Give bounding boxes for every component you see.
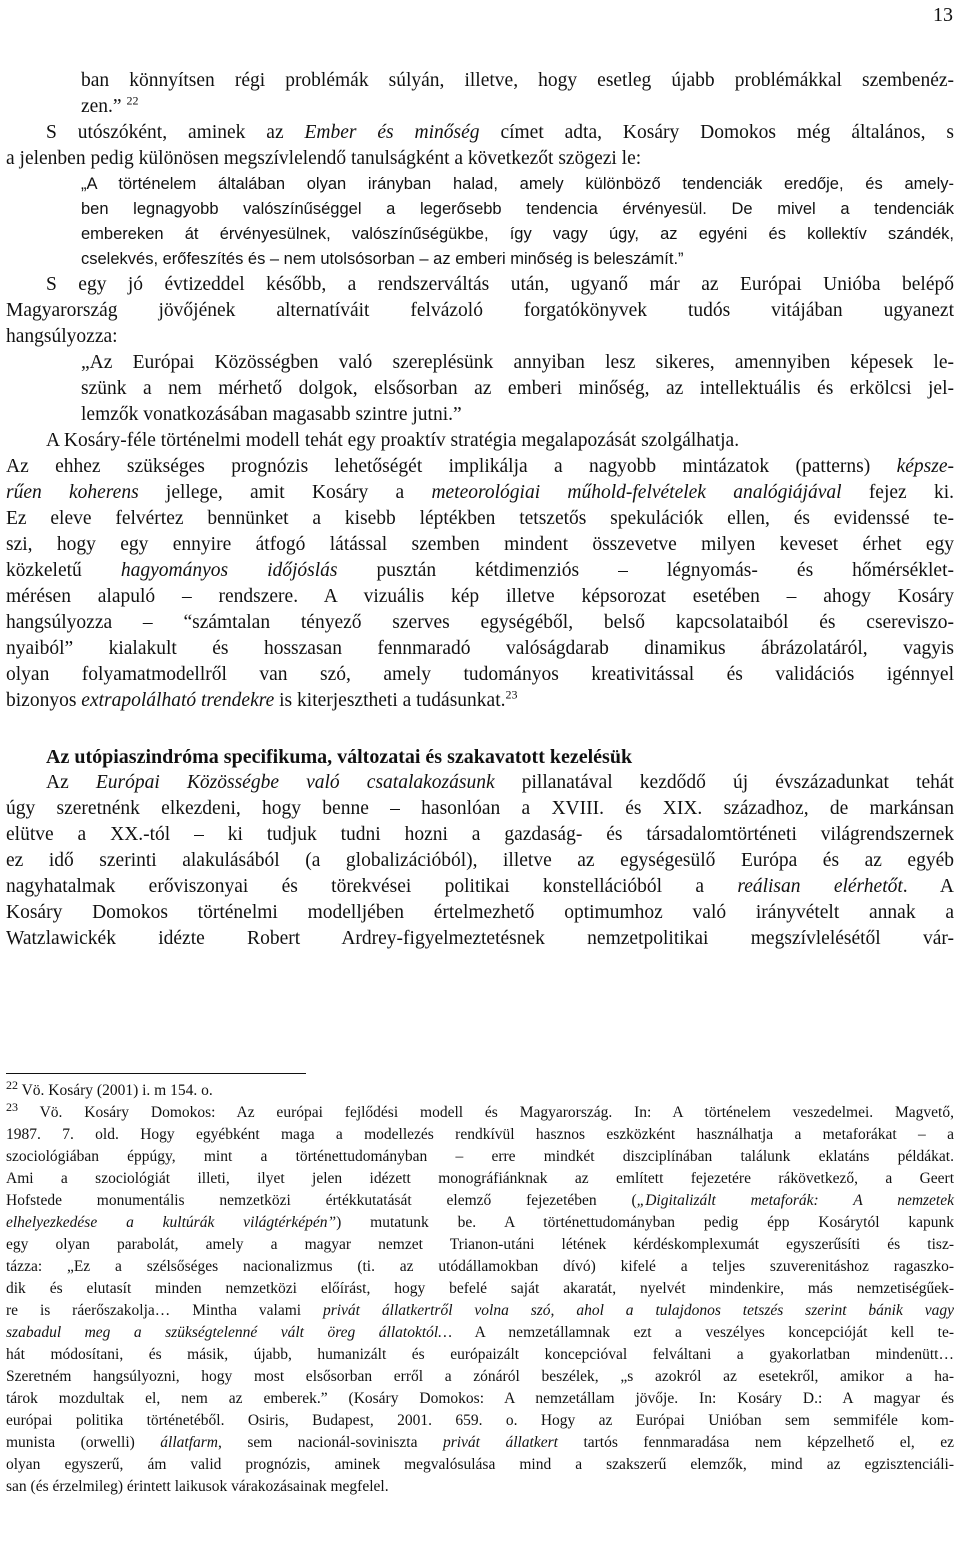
text-line: Ez eleve felvértez bennünket a kisebb léptékben tetszetős spekulációk ellen, és evidenssé te- <box>6 508 954 529</box>
quote-line: cselekvés, erőfeszítés és – nem utolsósorban – az emberi minőség is beleszámít.” <box>81 250 684 268</box>
footnote-line: Ami a szociológiát illeti, ilyet jelen idézett monográfiánknak az említett fejezetére rákövetkező, a Geert <box>6 1170 954 1187</box>
footnote-text: Vö. Kosáry (2001) i. m 154. o. <box>18 1082 213 1099</box>
text-fragment: tartós fennmaradása nem képzelhető el, ez <box>557 1434 955 1451</box>
footnote-ref-23[interactable]: 23 <box>505 687 518 702</box>
text-fragment-italic: „Digitalizált metaforák: A nemzetek <box>636 1192 954 1209</box>
text-fragment-italic: Európai Közösségbe való csatalakozásunk <box>95 772 495 793</box>
page-number: 13 <box>933 4 953 26</box>
text-fragment: zen.” <box>81 96 122 117</box>
text-fragment: De mivel a tendenciák <box>706 200 954 218</box>
text-fragment: ) mutatunk be. A történettudományban pedig épp Kosárytól kapunk <box>336 1214 954 1231</box>
text-line: szi, hogy egy ennyire átfogó látással szemben mindent összevetve milyen keveset érhet egy <box>6 534 954 555</box>
quote-line: „A történelem általában olyan irányban halad, amely különböző tendenciák eredője, és amely- <box>81 175 954 193</box>
footnote-line: európai politika történetéből. Osiris, Budapest, 2001. 659. o. Hogy az Európai Unióban sem semmiféle kom- <box>6 1412 954 1429</box>
text-fragment-italic: privát állatkertről volna szó, ahol a tulajdonos tetszés szerint bánik vagy <box>322 1302 955 1319</box>
text-line: ez idő szerinti alakulásából (a globalizációból), illetve az egységesülő Európa és az egyéb <box>6 850 954 871</box>
quote-line: embereken át érvényesülnek, valószínűségükbe, így vagy úgy, az egyéni és kollektív szándék, <box>81 225 954 243</box>
text-fragment: munista (orwelli) <box>6 1434 161 1451</box>
footnote-line: hát módosítani, és másik, újabb, humanizált és európaizált koncepcióval felváltani a gyakorlatban mindenütt… <box>6 1346 954 1363</box>
footnotes <box>6 1077 955 1498</box>
text-line: olyan folyamatmodellről van szó, amely tudományos kreativitással és validációs igénnyel <box>6 664 954 685</box>
text-line: nyaiból” kialakult és hosszasan fennmaradó valóságdarab dinamikus ábrázolatáról, vagyis <box>6 638 954 659</box>
footnote-line: san (és érzelmileg) érintett laikusok várakozásainak megfelel. <box>6 1478 389 1495</box>
text-fragment: nagyhatalmak erőviszonyai és törekvései politikai konstellációból a <box>6 876 738 897</box>
text-line: hangsúlyozza – “számtalan tényező szerves egységéből, belső kapcsolataiból és csereviszo- <box>6 612 954 633</box>
text-line: hangsúlyozza: <box>6 326 118 347</box>
footnote-number: 23 <box>6 1099 18 1114</box>
text-line <box>6 480 954 506</box>
footnote-line: egy olyan parabolát, amely a magyar nemzet Trianon-utáni létének kérdéskomplexumát egyszerűsíti és tisz- <box>6 1236 954 1253</box>
text-fragment-italic: privát állatkert <box>442 1434 558 1451</box>
quote-line: lemzők vonatkozásában magasabb szintre jutni.” <box>81 404 462 425</box>
quote-block-1 <box>6 172 954 272</box>
footnote-text: Vö. Kosáry Domokos: Az európai fejlődési modell és Magyarország. In: A történelem veszedelmei. Magvető, <box>18 1104 954 1121</box>
text-line: S egy jó évtizeddel később, a rendszerváltás után, ugyanő már az Európai Unióba belépő <box>46 274 954 295</box>
text-line <box>6 454 954 480</box>
quote-line: szünk a nem mérhető dolgok, elsősorban az emberi minőség, az intellektuális és erkölcsi jel- <box>81 378 954 399</box>
footnote-number: 22 <box>6 1077 18 1092</box>
text-fragment-italic: szabadul meg a szükségtelenné vált öreg állatoktól… <box>6 1324 452 1341</box>
text-line: a jelenben pedig különösen megszívlelendő tanulságként a következőt szögezi le: <box>6 148 642 169</box>
quote-line <box>6 197 954 222</box>
footnote-line <box>6 1300 954 1322</box>
footnote-line: tárok mozdultak el, nem az emberek.” (Kosáry Domokos: A nemzetállam jövője. In: Kosáry D.: A magyar és <box>6 1390 954 1407</box>
footnote-line <box>6 1190 954 1212</box>
footnote-line: 1987. 7. old. Hogy egyébként maga a modellezés rendkívül hasznos eszközként használhatja a metaforákat – a <box>6 1126 954 1143</box>
footnote-line <box>6 1322 954 1344</box>
text-fragment: A nemzetállamnak ezt a veszélyes koncepcióját kell te- <box>451 1324 955 1341</box>
text-fragment-italic: képsze- <box>896 456 954 477</box>
text-fragment-italic: állatfarm <box>160 1434 218 1451</box>
text-line: ban könnyítsen régi problémák súlyán, illetve, hogy esetleg újabb problémákkal szembenéz- <box>81 70 954 91</box>
text-fragment: Az ehhez szükséges prognózis lehetőségét implikálja a nagyobb mintázatok (patterns) <box>6 456 897 477</box>
footnote-separator <box>6 1073 306 1074</box>
text-line: Kosáry Domokos történelmi modelljében értelmezhető optimumhoz való irányvételt annak a <box>6 902 954 923</box>
section-heading: Az utópiaszindróma specifikuma, változatai és szakavatott kezelésük <box>46 746 633 768</box>
main-text <box>6 68 954 952</box>
text-fragment-italic: meteorológiai műhold-felvételek analógiájával <box>431 482 842 503</box>
footnote-ref-22[interactable]: 22 <box>126 93 139 108</box>
text-line: elütve a XX.-tól – ki tudjuk tudni hozni a gazdaság- és társadalomtörténeti világrendszernek <box>6 824 954 845</box>
footnote-line: szociológiában éppúgy, mint a történettudományban – erre mindkét diszciplínában találunk eklatáns példákat. <box>6 1148 954 1165</box>
quote-block-2 <box>6 350 954 428</box>
footnote-line: dik és elutasít minden nemzetközi előírást, hogy befelé saját akaratát, nyelvét mindenkire, más nemzetiségűek- <box>6 1280 954 1297</box>
text-line <box>6 120 954 146</box>
footnote-line: olyan egyszerű, ám valid prognózis, aminek megvalósulása mind a szakszerű elemzők, mind az egzisztenciáli- <box>6 1456 954 1473</box>
text-fragment: S utószóként, aminek az <box>46 122 305 143</box>
text-line: Magyarország jövőjének alternatíváit felvázoló forgatókönyvek tudós vitájában ugyanezt <box>6 300 954 321</box>
quote-line: „Az Európai Közösségben való szereplésünk annyiban lesz sikeres, amennyiben képesek le- <box>81 352 954 373</box>
footnote-line: tázza: „Ez a szélsőséges nacionalizmus (ti. az utódállamokban dívó) kifelé a teljes szuverenitáshoz ragaszko- <box>6 1258 954 1275</box>
text-fragment-italic: elhelyezkedése a kultúrák világtérképén” <box>6 1214 337 1231</box>
text-fragment: közkeletű <box>6 560 121 581</box>
text-fragment: . A <box>902 876 954 897</box>
text-fragment: fejez ki. <box>841 482 954 503</box>
text-line: Watzlawickék idézte Robert Ardrey-figyelmeztetésnek nemzetpolitikai megszívlelésétől vár- <box>6 928 954 949</box>
text-fragment: címet adta, Kosáry Domokos még általános, s <box>479 122 954 143</box>
text-fragment: pusztán kétdimenziós – légnyomás- és hőmérséklet- <box>337 560 954 581</box>
text-fragment: re is ráerőszakolja… Mintha valami <box>6 1302 323 1319</box>
text-fragment: , sem nacionál-soviniszta <box>217 1434 443 1451</box>
text-fragment: Az <box>46 772 96 793</box>
text-fragment-italic: Ember és minőség <box>304 122 480 143</box>
text-line: A Kosáry-féle történelmi modell tehát egy proaktív stratégia megalapozását szolgálhatja. <box>46 430 740 451</box>
text-line <box>6 874 954 900</box>
text-fragment: is kiterjesztheti a tudásunkat. <box>274 690 506 711</box>
text-line <box>6 558 954 584</box>
text-fragment: pillanatával kezdődő új évszázadunkat tehát <box>494 772 954 793</box>
text-fragment: Hofstede monumentális nemzetközi értékkutatását elemző fejezetében ( <box>6 1192 637 1209</box>
footnote-line <box>6 1432 954 1454</box>
footnote-23 <box>6 1099 954 1124</box>
text-line <box>6 770 954 796</box>
text-line <box>6 688 954 714</box>
text-line: úgy szeretnénk elkezdeni, hogy benne – hasonlóan a XVIII. és XIX. századhoz, de markánsan <box>6 798 954 819</box>
footnote-22 <box>6 1077 954 1102</box>
footnote-line: Szeretném hangsúlyozni, hogy most elsősorban erről a zónáról beszélek, „s azokról az esetekről, amikor a ha- <box>6 1368 954 1385</box>
text-fragment-italic: extrapolálható trendekre <box>81 690 275 711</box>
text-fragment: jellege, amit Kosáry a <box>138 482 432 503</box>
text-line <box>6 94 954 120</box>
text-fragment-italic: hagyományos időjóslás <box>120 560 338 581</box>
text-fragment-italic: rűen koherens <box>6 482 139 503</box>
text-fragment: bizonyos <box>6 690 82 711</box>
text-fragment: ben legnagyobb valószínűséggel a legerősebb tendencia érvényesül. <box>81 200 707 218</box>
footnote-line <box>6 1212 954 1234</box>
text-fragment-italic: reálisan elérhetőt <box>737 876 903 897</box>
text-line: mérésen alapuló – rendszere. A vizuális kép illetve képsorozat esetében – ahogy Kosáry <box>6 586 954 607</box>
